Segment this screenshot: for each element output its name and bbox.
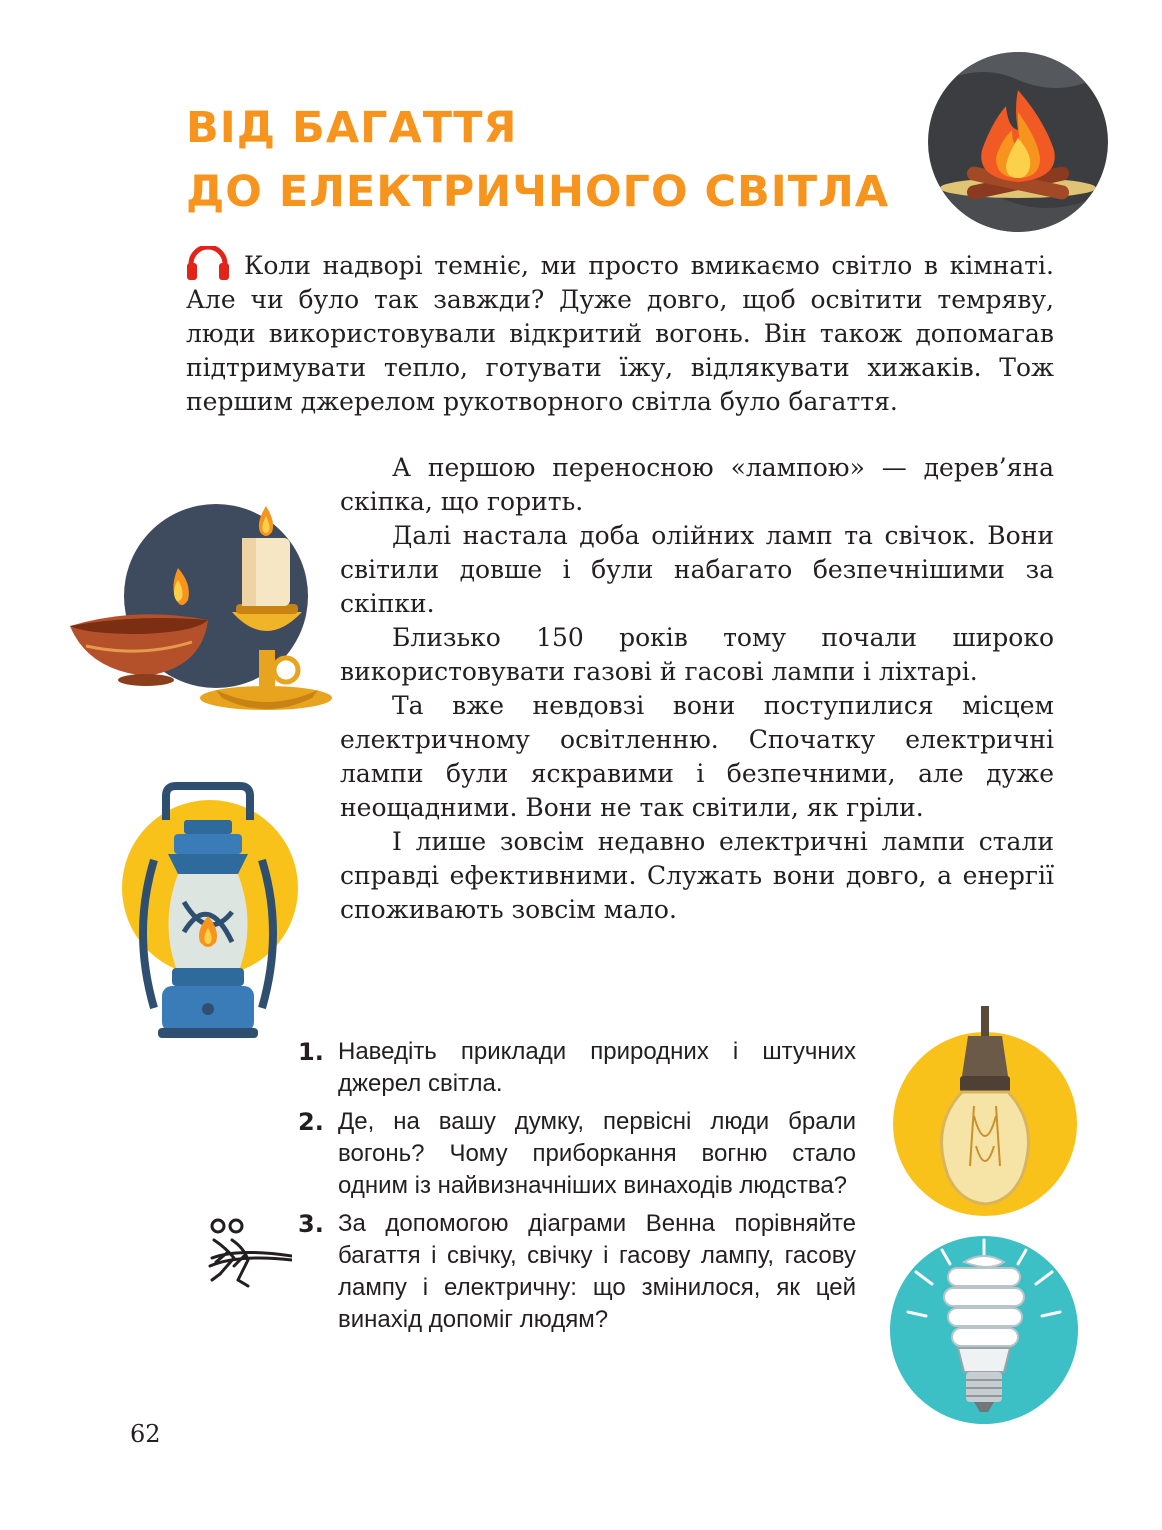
intro-paragraph: Коли надворі темніє, ми просто вмикаємо світло в кімнаті. Але чи було так завжди? Дуже довго, щоб освітити темряву, люди використовували відкритий вогонь. Він також допомагав підтримувати тепло, готувати їжу, відлякувати хижаків. Тож першим джерелом рукотворного світла було багаття. <box>186 251 1054 416</box>
headphones-icon[interactable] <box>186 246 230 280</box>
history-text-column <box>340 451 1054 927</box>
paragraph-electric-lighting: Та вже невдовзі вони поступилися місцем електричному освітленню. Спочатку електричні лампи були яскравими і безпечними, але дуже неощадними. Вони не так світили, як гріли. <box>340 691 1054 822</box>
question-text: Наведіть приклади природних і штучних джерел світла. <box>338 1038 856 1097</box>
title-line-2: ДО ЕЛЕКТРИЧНОГО СВІТЛА <box>186 167 890 217</box>
oil-lamp-and-candle-illustration <box>66 500 332 722</box>
page-title <box>186 96 889 224</box>
page-number: 62 <box>130 1420 161 1448</box>
campfire-illustration <box>926 50 1110 234</box>
incandescent-bulb-illustration <box>890 1006 1080 1226</box>
title-line-1: ВІД БАГАТТЯ <box>186 103 518 153</box>
intro-paragraph-block <box>186 246 1054 419</box>
question-text: Де, на вашу думку, первісні люди брали вогонь? Чому приборкання вогню стало одним із найвизначніших винаходів людства? <box>338 1108 856 1199</box>
question-text: За допомогою діаграми Венна порівняйте багаття і свічку, свічку і гасову лампу, гасову лампу і електричну: що змінилося, як цей винахід допоміг людям? <box>338 1210 856 1333</box>
paragraph-gas-lamps: Близько 150 років тому почали широко використовувати газові й гасові лампи і ліхтарі. <box>340 623 1054 686</box>
question-number: 1. <box>298 1038 324 1066</box>
paragraph-oil-lamps: Далі настала доба олійних ламп та свічок. Вони світили довше і були набагато безпечнішими за скіпки. <box>340 521 1054 618</box>
question-item <box>298 1106 856 1202</box>
kerosene-lantern-illustration <box>118 782 308 1044</box>
paragraph-splinter: А першою переносною «лампою» — дерев’яна скіпка, що горить. <box>340 453 1054 516</box>
question-number: 3. <box>298 1210 324 1238</box>
paragraph-efficient-lamps: І лише зовсім недавно електричні лампи стали справді ефективними. Служать вони довго, а енергії споживають зовсім мало. <box>340 827 1054 924</box>
question-number: 2. <box>298 1108 324 1136</box>
energy-saving-bulb-illustration <box>886 1232 1082 1428</box>
question-item <box>298 1036 856 1100</box>
people-pulling-rope-icon <box>208 1218 292 1290</box>
question-item <box>298 1208 856 1336</box>
questions-list <box>298 1036 856 1342</box>
